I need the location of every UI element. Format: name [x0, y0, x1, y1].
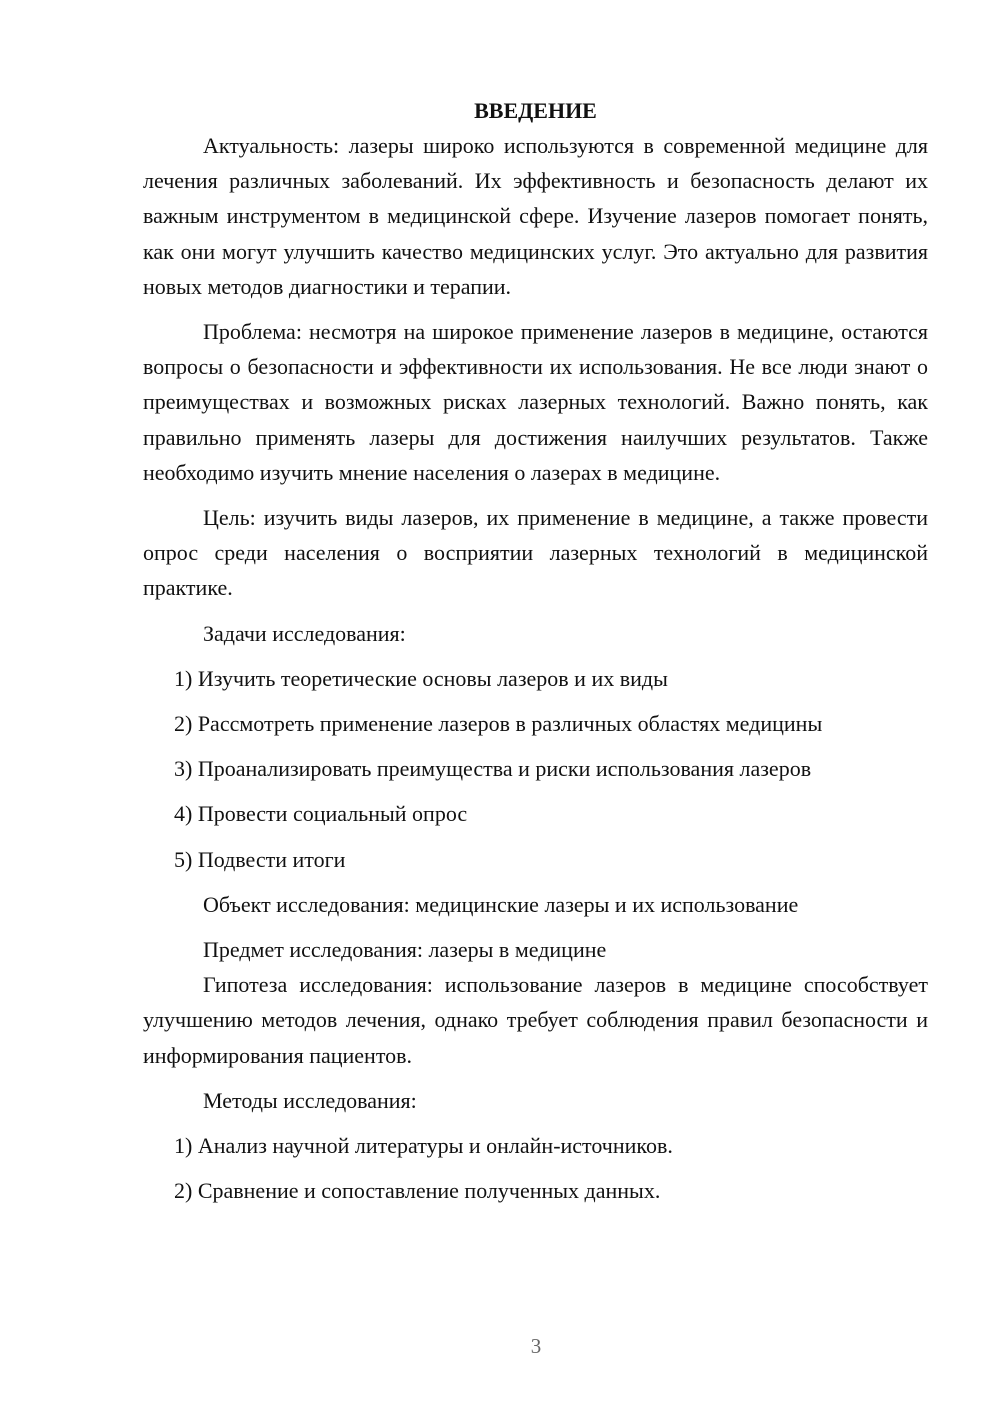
task-item: 1) Изучить теоретические основы лазеров и их виды — [174, 665, 668, 691]
goal-paragraph: Цель: изучить виды лазеров, их применение в медицине, а также провести опрос среди населения о восприятии лазерных технологий в медицинской практике. — [143, 505, 928, 601]
hypothesis-paragraph: Гипотеза исследования: использование лазеров в медицине способствует улучшению методов лечения, однако требует соблюдения правил безопасности и информирования пациентов. — [143, 972, 928, 1068]
page-number: 3 — [530, 1334, 542, 1358]
task-item: 2) Рассмотреть применение лазеров в различных областях медицины — [174, 711, 823, 737]
section-title: ВВЕДЕНИЕ — [474, 98, 597, 123]
research-object: Объект исследования: медицинские лазеры и их использование — [203, 891, 799, 917]
methods-heading: Методы исследования: — [203, 1087, 417, 1113]
task-item: 3) Проанализировать преимущества и риски использования лазеров — [174, 756, 812, 782]
research-subject: Предмет исследования: лазеры в медицине — [203, 937, 607, 963]
task-item: 5) Подвести итоги — [174, 846, 346, 872]
method-item: 1) Анализ научной литературы и онлайн-источников. — [174, 1133, 673, 1159]
task-item: 4) Провести социальный опрос — [174, 801, 468, 827]
method-item: 2) Сравнение и сопоставление полученных данных. — [174, 1178, 661, 1204]
problem-paragraph: Проблема: несмотря на широкое применение лазеров в медицине, остаются вопросы о безопасности и эффективности их использования. Не все люди знают о преимуществах и возможных рисках лазерных технологий. Важно понять, как правильно применять лазеры для достижения наилучших результатов. Также необходимо изучить мнение населения о лазерах в медицине. — [143, 319, 928, 485]
page-content — [143, 93, 928, 1208]
relevance-paragraph: Актуальность: лазеры широко используются в современной медицине для лечения различных заболеваний. Их эффективность и безопасность делают их важным инструментом в медицинской сфере. Изучение лазеров помогает понять, как они могут улучшить качество медицинских услуг. Это актуально для развития новых методов диагностики и терапии. — [143, 133, 928, 299]
tasks-heading: Задачи исследования: — [203, 620, 406, 646]
